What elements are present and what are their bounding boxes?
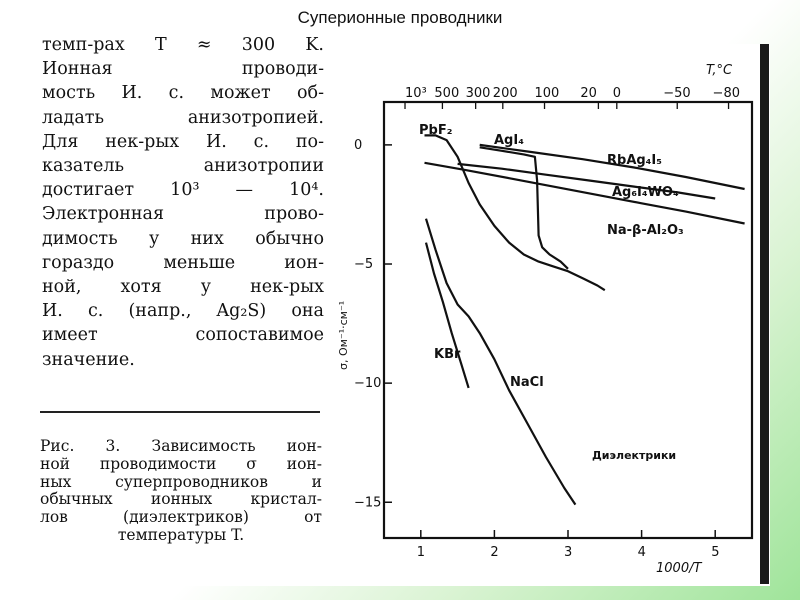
body-line: Для нек-рых И. с. по- bbox=[42, 131, 324, 152]
top-tick-label: 500 bbox=[434, 86, 460, 101]
top-axis-label: T,°C bbox=[706, 63, 733, 78]
y-tick-label: 0 bbox=[354, 137, 363, 153]
series-label: PbF₂ bbox=[419, 123, 453, 138]
body-line: ной, хотя у нек-рых bbox=[42, 277, 324, 298]
body-line: Ионная проводи- bbox=[42, 59, 324, 80]
body-line: ладать анизотропией. bbox=[42, 107, 324, 128]
top-tick-label: −50 bbox=[663, 86, 691, 101]
plot-frame bbox=[384, 102, 752, 538]
series-label: NaCl bbox=[510, 375, 544, 390]
y-axis-label: σ, Ом⁻¹·см⁻¹ bbox=[337, 300, 350, 370]
region-label: Диэлектрики bbox=[592, 449, 677, 462]
top-tick-label: −80 bbox=[712, 86, 740, 101]
slide-title: Суперионные проводники bbox=[297, 8, 503, 27]
series-label: AgI₄ bbox=[494, 133, 524, 148]
series-label: KBr bbox=[434, 347, 461, 362]
x-tick-label: 2 bbox=[490, 545, 499, 560]
y-tick-label: −15 bbox=[354, 495, 382, 511]
body-line: значение. bbox=[42, 349, 135, 370]
body-line: казатель анизотропии bbox=[42, 156, 324, 177]
caption-line: обычных ионных кристал- bbox=[40, 490, 322, 509]
top-tick-label: 10³ bbox=[405, 86, 427, 101]
top-tick-label: 300 bbox=[465, 86, 491, 101]
series-label: Na-β-Al₂O₃ bbox=[607, 223, 684, 238]
body-line: мость И. с. может об- bbox=[42, 83, 324, 104]
series-label: RbAg₄I₅ bbox=[607, 153, 662, 168]
caption-line: ной проводимости σ ион- bbox=[40, 454, 322, 473]
x-tick-label: 5 bbox=[711, 545, 720, 560]
x-axis-label: 1000/T bbox=[656, 561, 702, 576]
page-edge-bar bbox=[760, 44, 769, 584]
body-line: И. с. (напр., Ag₂S) она bbox=[42, 301, 324, 322]
body-line: Электронная прово- bbox=[42, 204, 324, 225]
x-tick-label: 4 bbox=[637, 545, 646, 560]
top-tick-label: 200 bbox=[492, 86, 518, 101]
body-line: темп-рах T ≈ 300 K. bbox=[42, 35, 324, 55]
series-line bbox=[426, 243, 469, 388]
series-line bbox=[480, 147, 568, 268]
x-tick-label: 3 bbox=[564, 545, 573, 560]
body-line: имеет сопоставимое bbox=[42, 325, 324, 346]
series-label: Ag₆I₄WO₄ bbox=[612, 185, 679, 200]
caption-line: температуры T. bbox=[117, 525, 245, 544]
caption-line: Рис. 3. Зависимость ион- bbox=[40, 437, 322, 455]
series-line bbox=[425, 163, 745, 224]
caption-line: ных суперпроводников и bbox=[40, 472, 322, 491]
top-tick-label: 0 bbox=[612, 86, 622, 101]
top-tick-label: 20 bbox=[580, 86, 597, 101]
body-line: достигает 10³ — 10⁴. bbox=[42, 180, 324, 201]
y-tick-label: −10 bbox=[354, 376, 382, 392]
caption-line: лов (диэлектриков) от bbox=[40, 508, 322, 527]
body-line: димость у них обычно bbox=[42, 228, 324, 249]
x-tick-label: 1 bbox=[416, 545, 426, 560]
top-tick-label: 100 bbox=[534, 86, 560, 101]
y-tick-label: −5 bbox=[354, 257, 374, 273]
body-line: гораздо меньше ион- bbox=[42, 252, 324, 273]
